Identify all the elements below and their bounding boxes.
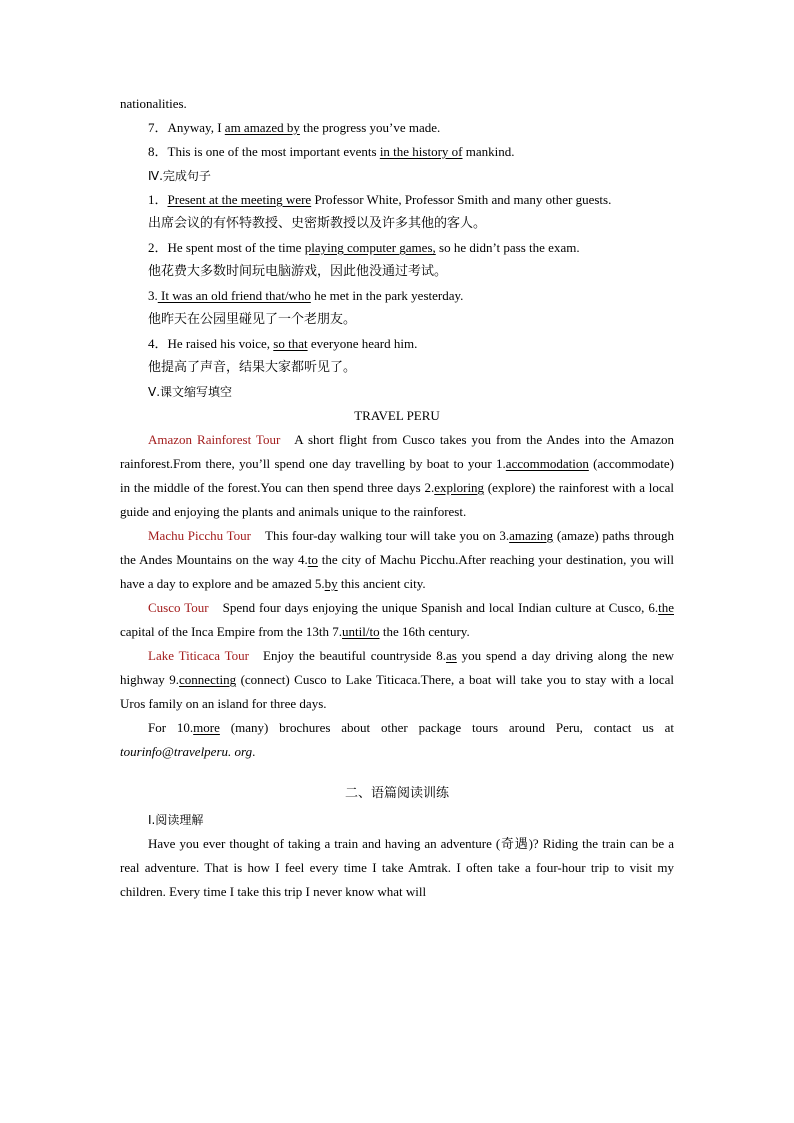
paragraph-brochures bbox=[120, 716, 674, 764]
text: the 16th century. bbox=[379, 624, 470, 639]
sentence-2 bbox=[120, 236, 674, 260]
reading-subtitle: Ⅰ.阅读理解 bbox=[148, 813, 204, 827]
sentence-4 bbox=[120, 332, 674, 356]
text: you spend a day driving along the new highway 9. bbox=[120, 648, 675, 687]
text: . bbox=[252, 744, 256, 759]
blank-answer: by bbox=[324, 576, 338, 591]
passage-heading: TRAVEL PERU bbox=[354, 408, 440, 423]
text: Professor White, Professor Smith and many other guests. bbox=[311, 192, 612, 207]
blank-answer: accommodation bbox=[505, 456, 589, 471]
answer: so that bbox=[273, 336, 308, 351]
text: A short flight from Cusco takes you from the Andes into the Amazon rainforest.From there, you’ll spend one day travelling by boat to your 1. bbox=[120, 432, 674, 471]
blank-answer: the bbox=[658, 600, 674, 615]
text: (amaze) paths through the Andes Mountains on the way 4. bbox=[120, 528, 675, 567]
text: so he didn’t pass the exam. bbox=[435, 240, 580, 255]
paragraph-machu-picchu bbox=[120, 524, 674, 596]
text: (connect) Cusco to Lake Titicaca.There, a boat will take you to stay with a local Uros family on an island for three days. bbox=[120, 672, 674, 711]
translation-2: 他花费大多数时间玩电脑游戏，因此他没通过考试。 bbox=[148, 264, 448, 279]
text: (many) brochures about other package tours around Peru, contact us at bbox=[219, 720, 674, 735]
text: Spend four days enjoying the unique Spanish and local Indian culture at Cusco, 6. bbox=[222, 600, 659, 615]
text: the progress you’ve made. bbox=[299, 120, 441, 135]
text: 4．He raised his voice, bbox=[148, 336, 274, 351]
blank-answer: amazing bbox=[509, 528, 554, 543]
answer: It was an old friend that/who bbox=[157, 288, 311, 303]
text: nationalities. bbox=[120, 96, 187, 111]
tour-label: Cusco Tour bbox=[148, 600, 209, 615]
answer: Present at the meeting were bbox=[167, 192, 312, 207]
translation-1: 出席会议的有怀特教授、史密斯教授以及许多其他的客人。 bbox=[148, 216, 487, 231]
text: 8．This is one of the most important events bbox=[148, 144, 380, 159]
sentence-1 bbox=[120, 188, 674, 212]
text: Enjoy the beautiful countryside 8. bbox=[263, 648, 446, 663]
blank-answer: until/to bbox=[342, 624, 380, 639]
blank-answer: more bbox=[193, 720, 220, 735]
paragraph-cusco bbox=[120, 596, 674, 644]
reading-paragraph bbox=[120, 832, 674, 904]
sentence-3 bbox=[120, 284, 674, 308]
text: 7．Anyway, I bbox=[148, 120, 225, 135]
text: this ancient city. bbox=[337, 576, 426, 591]
text: he met in the park yesterday. bbox=[310, 288, 464, 303]
text: (accommodate) in the middle of the forest.You can then spend three days 2. bbox=[120, 456, 674, 495]
translation-4: 他提高了声音，结果大家都听见了。 bbox=[148, 360, 357, 375]
paragraph-titicaca bbox=[120, 644, 674, 716]
text: capital of the Inca Empire from the 13th 7. bbox=[120, 624, 343, 639]
item-8 bbox=[120, 140, 674, 164]
answer: am amazed by bbox=[224, 120, 300, 135]
text: This four-day walking tour will take you on 3. bbox=[265, 528, 510, 543]
continuation-line bbox=[120, 92, 674, 116]
translation-3: 他昨天在公园里碰见了一个老朋友。 bbox=[148, 312, 357, 327]
text: 2．He spent most of the time bbox=[148, 240, 305, 255]
document-page bbox=[120, 92, 674, 904]
blank-answer: to bbox=[307, 552, 318, 567]
paragraph-amazon bbox=[120, 428, 674, 524]
tour-label: Amazon Rainforest Tour bbox=[148, 432, 281, 447]
text: (explore) the rainforest with a local guide and enjoying the plants and animals unique to the rainforest. bbox=[120, 480, 674, 519]
email-address: tourinfo@travelperu. org bbox=[120, 744, 253, 759]
text: 1． bbox=[148, 192, 168, 207]
answer: playing computer games, bbox=[304, 240, 436, 255]
text: For 10. bbox=[148, 720, 194, 735]
text: the city of Machu Picchu.After reaching your destination, you will have a day to explore and be amazed 5. bbox=[120, 552, 674, 591]
text: 3. bbox=[148, 288, 158, 303]
tour-label: Lake Titicaca Tour bbox=[148, 648, 249, 663]
text: Have you ever thought of taking a train and having an adventure (奇遇)? Riding the train can be a real adventure. That is how I feel every time I take Amtrak. I often take a four-hour trip to visit my children. Every time I take this trip I never know what will bbox=[120, 836, 674, 899]
blank-answer: exploring bbox=[434, 480, 485, 495]
section-title-4: Ⅳ.完成句子 bbox=[148, 169, 211, 183]
part-2-title: 二、语篇阅读训练 bbox=[344, 786, 449, 801]
blank-answer: connecting bbox=[179, 672, 237, 687]
text: everyone heard him. bbox=[307, 336, 418, 351]
section-title-5: Ⅴ.课文缩写填空 bbox=[148, 385, 233, 399]
blank-answer: as bbox=[445, 648, 457, 663]
item-7 bbox=[120, 116, 674, 140]
answer: in the history of bbox=[379, 144, 463, 159]
tour-label: Machu Picchu Tour bbox=[148, 528, 252, 543]
text: mankind. bbox=[462, 144, 515, 159]
